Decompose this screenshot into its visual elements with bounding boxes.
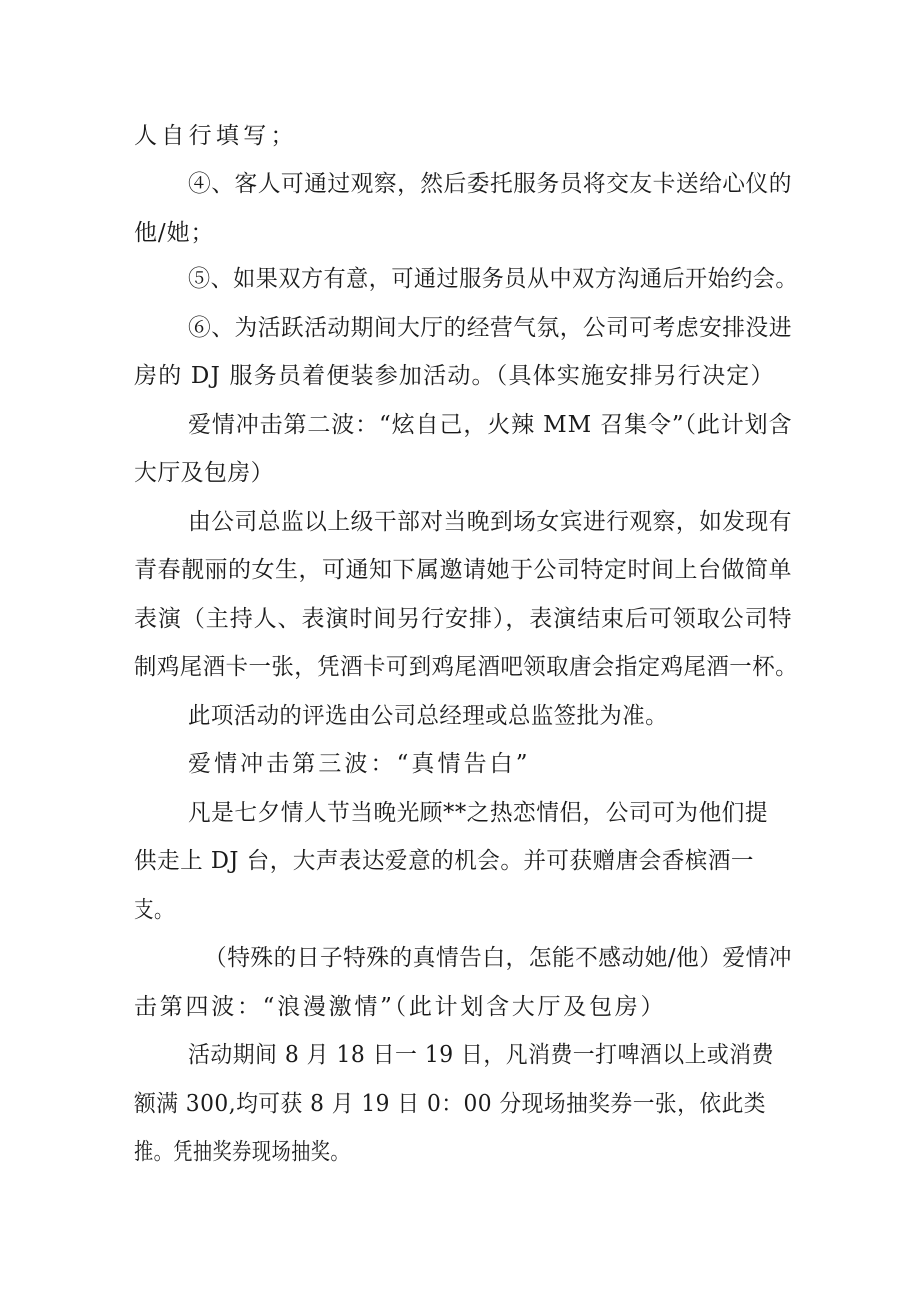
text-line-3: 他/她； bbox=[134, 220, 215, 246]
text-line-4: ⑤、如果双方有意，可通过服务员从中双方沟通后开始约会。 bbox=[188, 266, 798, 292]
text-line-14: 爱情冲击第三波：“真情告白” bbox=[188, 751, 531, 777]
text-line-9: 由公司总监以上级干部对当晚到场女宾进行观察，如发现有 bbox=[188, 509, 792, 535]
text-line-7: 爱情冲击第二波：“炫自己，火辣 MM 召集令”（此计划含 bbox=[188, 412, 793, 438]
text-line-18: （特殊的日子特殊的真情告白，怎能不感动她/他）爱情冲 bbox=[204, 945, 792, 971]
text-line-1: 人自行填写； bbox=[134, 123, 298, 149]
text-line-15: 凡是七夕情人节当晚光顾**之热恋情侣，公司可为他们提 bbox=[188, 800, 768, 826]
text-line-6: 房的 DJ 服务员着便装参加活动。（具体实施安排另行决定） bbox=[134, 363, 775, 389]
text-line-13: 此项活动的评选由公司总经理或总监签批为准。 bbox=[188, 703, 668, 729]
text-line-10: 青春靓丽的女生，可通知下属邀请她于公司特定时间上台做简单 bbox=[134, 557, 792, 583]
text-line-17: 支。 bbox=[134, 897, 174, 923]
text-line-5: ⑥、为活跃活动期间大厅的经营气氛，公司可考虑安排没进 bbox=[188, 315, 792, 341]
text-line-12: 制鸡尾酒卡一张，凭酒卡可到鸡尾酒吧领取唐会指定鸡尾酒一杯。 bbox=[134, 654, 798, 680]
text-line-2: ④、客人可通过观察，然后委托服务员将交友卡送给心仪的 bbox=[188, 171, 792, 197]
text-line-11: 表演（主持人、表演时间另行安排），表演结束后可领取公司特 bbox=[134, 606, 793, 632]
text-line-16: 供走上 DJ 台，大声表达爱意的机会。并可获赠唐会香槟酒一 bbox=[134, 848, 754, 874]
text-line-20: 活动期间 8 月 18 日一 19 日，凡消费一打啤酒以上或消费 bbox=[188, 1042, 774, 1068]
text-line-19: 击第四波：“浪漫激情”（此计划含大厅及包房） bbox=[134, 994, 667, 1020]
text-line-22: 推。凭抽奖券现场抽奖。 bbox=[134, 1139, 350, 1165]
text-line-8: 大厅及包房） bbox=[134, 460, 274, 486]
text-line-21: 额满 300,均可获 8 月 19 日 0：00 分现场抽奖券一张，依此类 bbox=[134, 1091, 766, 1117]
